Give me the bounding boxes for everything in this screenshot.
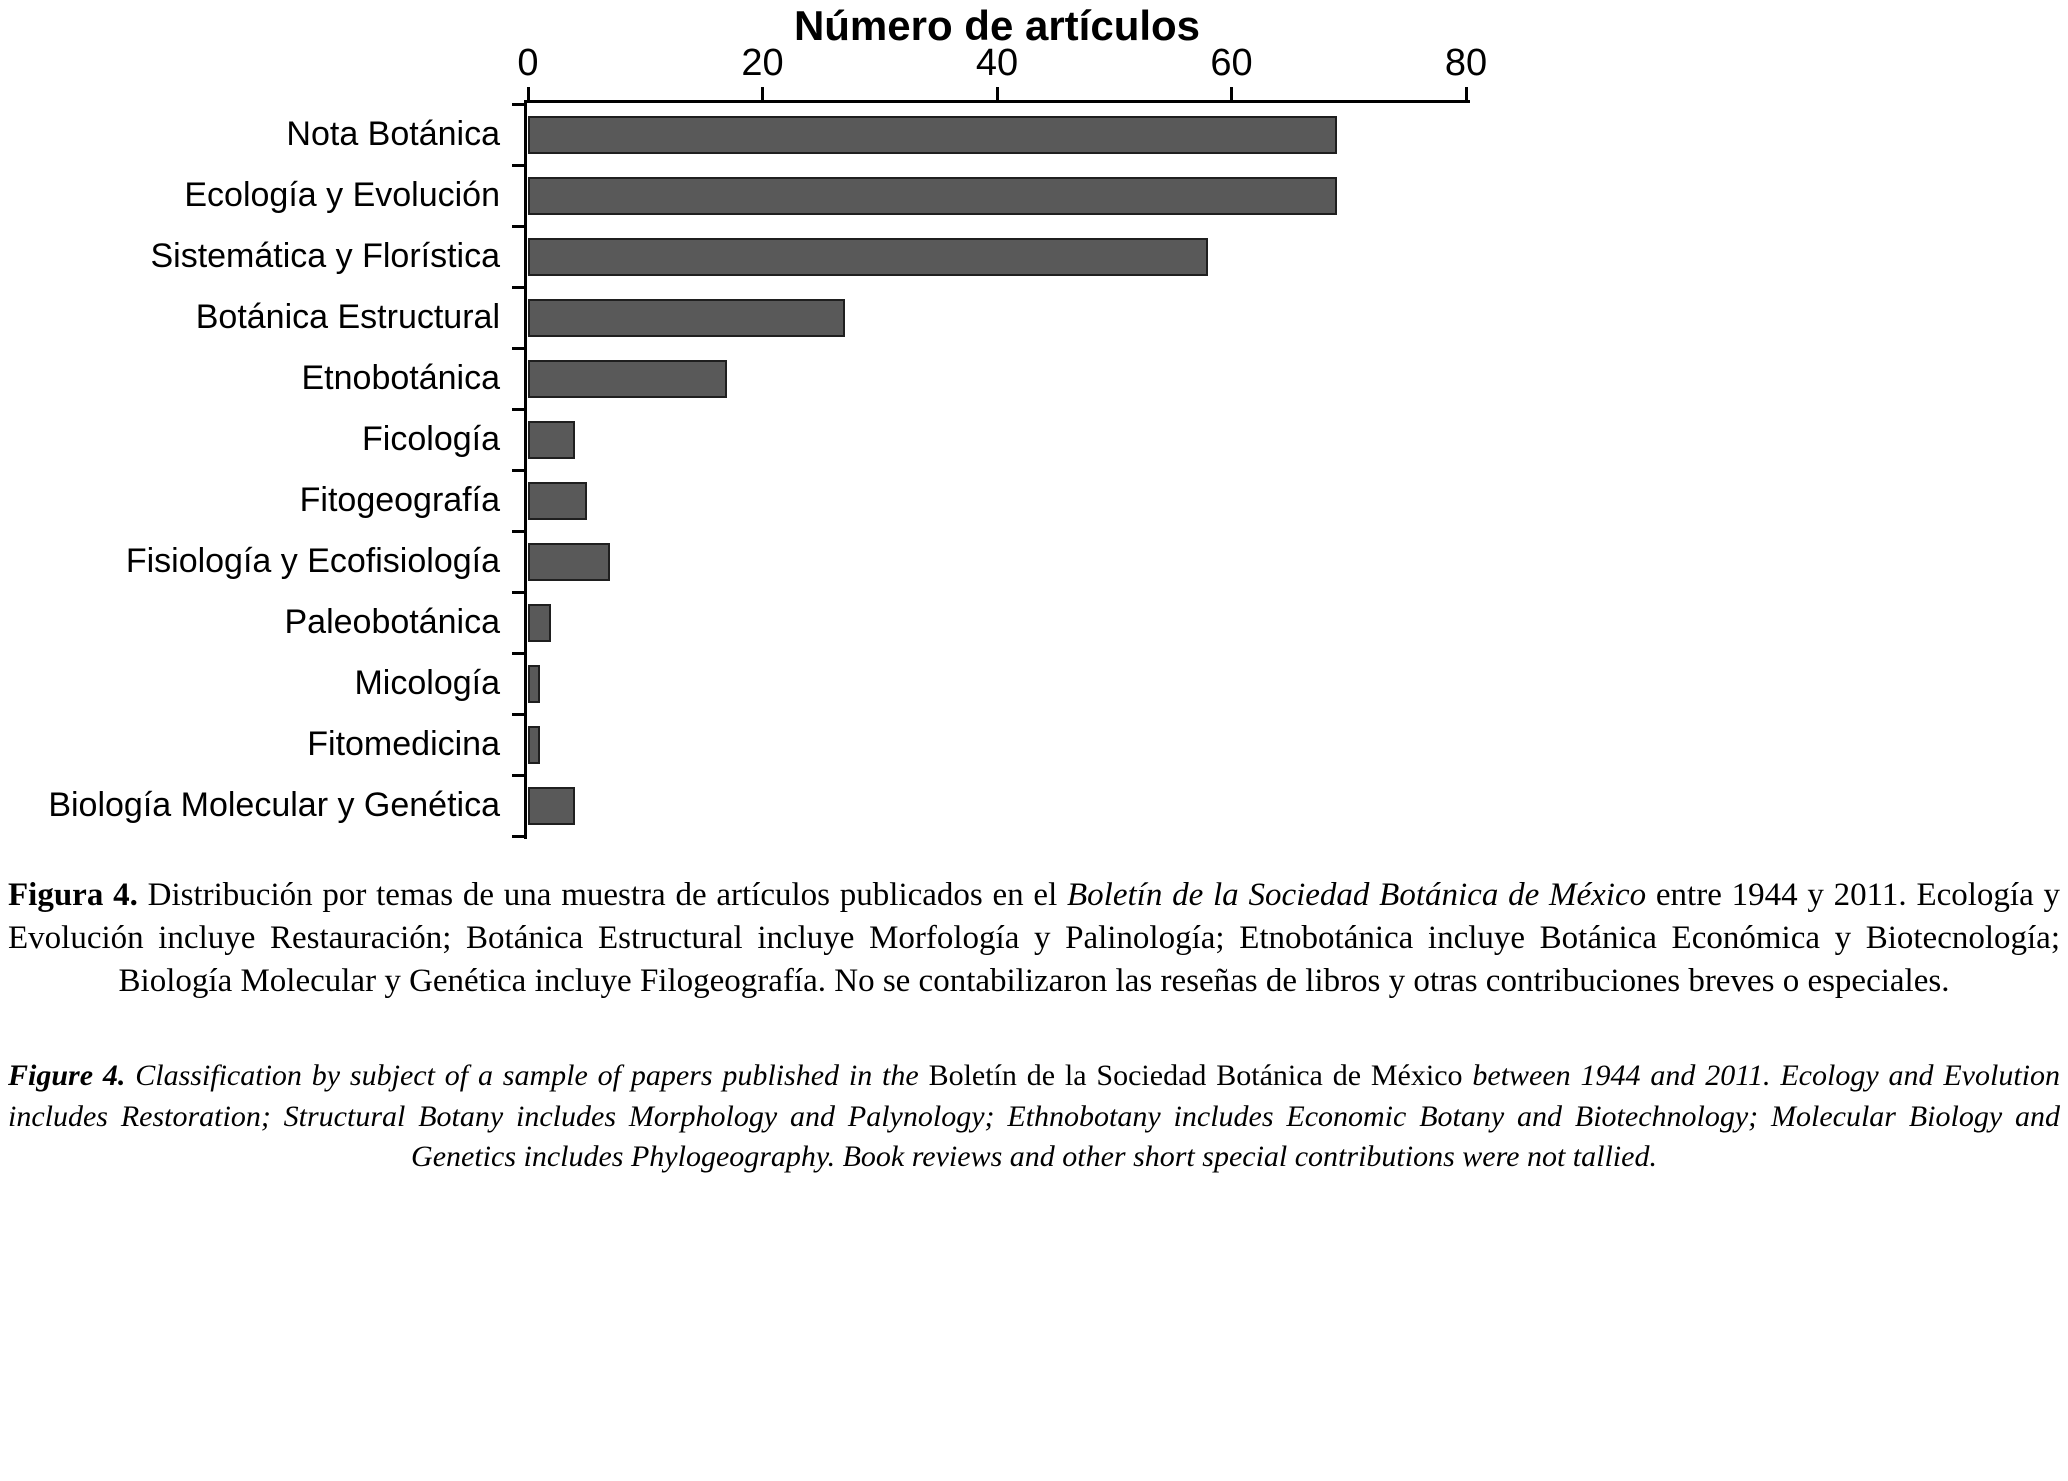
bar	[528, 482, 587, 520]
category-label: Paleobotánica	[284, 603, 500, 641]
bar	[528, 238, 1208, 276]
bar	[528, 116, 1337, 154]
y-axis-tick-mark	[512, 225, 524, 228]
caption-segment: Distribución por temas de una muestra de artículos publicados en el	[137, 877, 1068, 913]
bar	[528, 604, 551, 642]
category-label: Fitogeografía	[299, 481, 500, 519]
bar	[528, 360, 727, 398]
bar	[528, 665, 540, 703]
caption-spanish	[8, 874, 2060, 1003]
y-axis-tick-mark	[512, 286, 524, 289]
x-axis-tick-mark	[1230, 87, 1233, 100]
caption-segment: Figura 4.	[8, 877, 138, 913]
caption-segment: entre 1944 y 2011. Ecología y Evolución incluye Restauración; Botánica Estructural incluye Morfología y Palinología; Etnobotánica incluye Botánica Económica y Biotecnología; Biología Molecular y Genética incluye Filogeografía. No se contabilizaron las reseñas de libros y otras contribuciones breves o especiales.	[8, 877, 2061, 999]
y-axis-line	[524, 100, 527, 839]
caption-segment: between 1944 and 2011. Ecology and Evolution includes Restoration; Structural Botany includes Morphology and Palynology; Ethnobotany includes Economic Botany and Biotechnology; Molecular Biology and Genetics includes Phylogeography. Book reviews and other short special contributions were not tallied.	[8, 1059, 2060, 1173]
caption-english	[8, 1056, 2060, 1178]
category-label: Botánica Estructural	[195, 298, 500, 336]
x-axis-tick-label: 20	[741, 42, 784, 84]
x-axis-tick-mark	[996, 87, 999, 100]
y-axis-tick-mark	[512, 347, 524, 350]
x-axis-tick-label: 0	[517, 42, 539, 84]
y-axis-tick-mark	[512, 408, 524, 411]
bar	[528, 421, 575, 459]
bar	[528, 726, 540, 764]
x-axis-tick-label: 80	[1444, 42, 1488, 84]
y-axis-tick-mark	[512, 469, 524, 472]
category-label: Micología	[354, 664, 500, 702]
y-axis-tick-mark	[512, 591, 524, 594]
caption-segment: Boletín de la Sociedad Botánica de México	[928, 1059, 1463, 1092]
category-label: Fitomedicina	[307, 725, 500, 763]
x-axis-tick-mark	[527, 87, 530, 100]
y-axis-tick-mark	[512, 164, 524, 167]
category-label: Biología Molecular y Genética	[48, 786, 500, 824]
y-axis-tick-mark	[512, 713, 524, 716]
bar	[528, 177, 1337, 215]
caption-segment: Boletín de la Sociedad Botánica de México	[1067, 877, 1647, 913]
category-label: Ecología y Evolución	[184, 176, 500, 214]
bar	[528, 787, 575, 825]
category-label: Etnobotánica	[301, 359, 500, 397]
x-axis-tick-mark	[1465, 87, 1468, 100]
x-axis-tick-label: 60	[1210, 42, 1253, 84]
category-label: Fisiología y Ecofisiología	[125, 542, 500, 580]
chart-title: Número de artículos	[793, 2, 1201, 49]
bar	[528, 299, 845, 337]
category-label: Ficología	[362, 420, 500, 458]
y-axis-tick-mark	[512, 652, 524, 655]
x-axis-tick-mark	[761, 87, 764, 100]
x-axis-tick-label: 40	[975, 42, 1019, 84]
y-axis-tick-mark	[512, 774, 524, 777]
category-label: Nota Botánica	[286, 115, 500, 153]
category-label: Sistemática y Florística	[150, 237, 500, 275]
y-axis-tick-mark	[512, 103, 524, 106]
caption-segment: Figure 4.	[8, 1059, 126, 1092]
y-axis-tick-mark	[512, 530, 524, 533]
bar	[528, 543, 610, 581]
caption-segment: Classification by subject of a sample of papers published in the	[125, 1059, 929, 1092]
x-axis-line	[524, 100, 1470, 103]
y-axis-tick-mark	[512, 835, 524, 838]
